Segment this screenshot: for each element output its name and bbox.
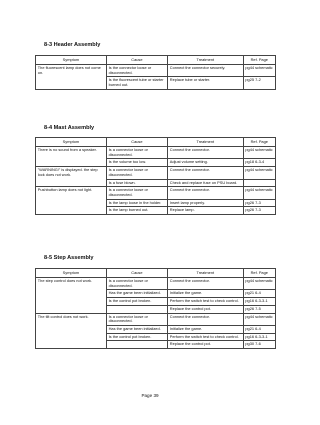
cause-cell: Is a connector loose or disconnected.	[106, 278, 167, 290]
column-header: Symptom	[36, 56, 107, 65]
treatment-cell: Replace lamp.	[167, 207, 243, 215]
treatment-cell: Perform the switch test to check control.	[167, 298, 243, 306]
column-header: Ref. Page	[243, 138, 275, 147]
column-header: Ref. Page	[243, 56, 275, 65]
ref-page-cell: pg16 6-3-3-1	[243, 333, 275, 341]
cause-cell: Is the control pot broken.	[106, 298, 167, 306]
treatment-cell: Insert lamp properly.	[167, 199, 243, 207]
table-row	[36, 187, 276, 199]
treatment-cell: Connect the connector securely.	[167, 65, 243, 77]
table-header-row	[36, 138, 276, 147]
table-row	[36, 313, 276, 325]
cause-cell: Is the control pot broken.	[106, 333, 167, 341]
section-title: 8-5 Step Assembly	[44, 255, 94, 261]
cause-cell: Is a connector loose or disconnected.	[106, 187, 167, 199]
section-title: 8-4 Mast Assembly	[44, 125, 95, 131]
column-header: Symptom	[36, 138, 107, 147]
cause-cell	[106, 305, 167, 313]
column-header: Treatment	[167, 138, 243, 147]
table-header-row	[36, 56, 276, 65]
symptom-cell: There is no sound from a speaker.	[36, 147, 107, 167]
ref-page-cell: pg44 schematic	[243, 313, 275, 325]
cause-cell	[106, 341, 167, 349]
ref-page-cell: pg26 7-3	[243, 207, 275, 215]
ref-page-cell: pg44 schematic	[243, 278, 275, 290]
column-header: Cause	[106, 269, 167, 278]
column-header: Symptom	[36, 269, 107, 278]
cause-cell: Is the connector loose or disconnected.	[106, 65, 167, 77]
section-title: 8-3 Header Assembly	[44, 42, 101, 48]
symptom-cell: "WARNING!" is displayed. the step lock does not work.	[36, 167, 107, 187]
ref-page-cell: pg25 7-2	[243, 77, 275, 89]
cause-cell: Has the game been initialized.	[106, 290, 167, 298]
treatment-cell: Connect the connector.	[167, 278, 243, 290]
symptom-cell: The step control does not work.	[36, 278, 107, 314]
page-number: Page 39	[141, 393, 159, 398]
header-assembly-table	[35, 55, 276, 90]
table-row	[36, 167, 276, 179]
column-header: Ref. Page	[243, 269, 275, 278]
symptom-cell: The tilt control does not work.	[36, 313, 107, 349]
treatment-cell: Connect the connector.	[167, 313, 243, 325]
cause-cell: Is a fuse blown.	[106, 179, 167, 187]
treatment-cell: Connect the connector.	[167, 147, 243, 159]
cause-cell: Is the lamp loose in the holder.	[106, 199, 167, 207]
treatment-cell: Check and replace fuse on PSU board.	[167, 179, 243, 187]
treatment-cell: Connect the connector.	[167, 187, 243, 199]
treatment-cell: Replace the control pot.	[167, 341, 243, 349]
treatment-cell: Adjust volume setting.	[167, 159, 243, 167]
cause-cell: Is a connector loose or disconnected.	[106, 147, 167, 159]
ref-page-cell: pg16 6-3-3-1	[243, 298, 275, 306]
table-header-row	[36, 269, 276, 278]
mast-assembly-table	[35, 137, 276, 215]
table-row	[36, 65, 276, 77]
treatment-cell: Perform the switch test to check control.	[167, 333, 243, 341]
treatment-cell: Replace tube or starter.	[167, 77, 243, 89]
cause-cell: Is a connector loose or disconnected.	[106, 167, 167, 179]
cause-cell: Is the lamp burned out.	[106, 207, 167, 215]
ref-page-cell: pg44 schematic	[243, 187, 275, 199]
column-header: Treatment	[167, 56, 243, 65]
ref-page-cell: pg26 7-3	[243, 199, 275, 207]
column-header: Treatment	[167, 269, 243, 278]
symptom-cell: The fluorescent lamp does not come on.	[36, 65, 107, 90]
cause-cell: Is the volume too low.	[106, 159, 167, 167]
cause-cell: Is the fluorescent tube or starter burned out.	[106, 77, 167, 89]
symptom-cell: Pushbutton lamp does not light.	[36, 187, 107, 215]
table-row	[36, 278, 276, 290]
column-header: Cause	[106, 138, 167, 147]
step-assembly-table	[35, 268, 276, 349]
ref-page-cell: pg21 6-4	[243, 290, 275, 298]
table-row	[36, 147, 276, 159]
ref-page-cell: pg26 7-5	[243, 305, 275, 313]
ref-page-cell: pg44 schematic	[243, 147, 275, 159]
ref-page-cell: pg18 6-3-4	[243, 159, 275, 167]
ref-page-cell: pg30 7-6	[243, 341, 275, 349]
cause-cell: Is a connector loose or disconnected.	[106, 313, 167, 325]
ref-page-cell	[243, 179, 275, 187]
ref-page-cell: pg44 schematic	[243, 167, 275, 179]
treatment-cell: Initialize the game.	[167, 325, 243, 333]
cause-cell: Has the game been initialized.	[106, 325, 167, 333]
column-header: Cause	[106, 56, 167, 65]
ref-page-cell: pg44 schematic	[243, 65, 275, 77]
treatment-cell: Connect the connector.	[167, 167, 243, 179]
treatment-cell: Initialize the game.	[167, 290, 243, 298]
treatment-cell: Replace the control pot.	[167, 305, 243, 313]
ref-page-cell: pg21 6-4	[243, 325, 275, 333]
